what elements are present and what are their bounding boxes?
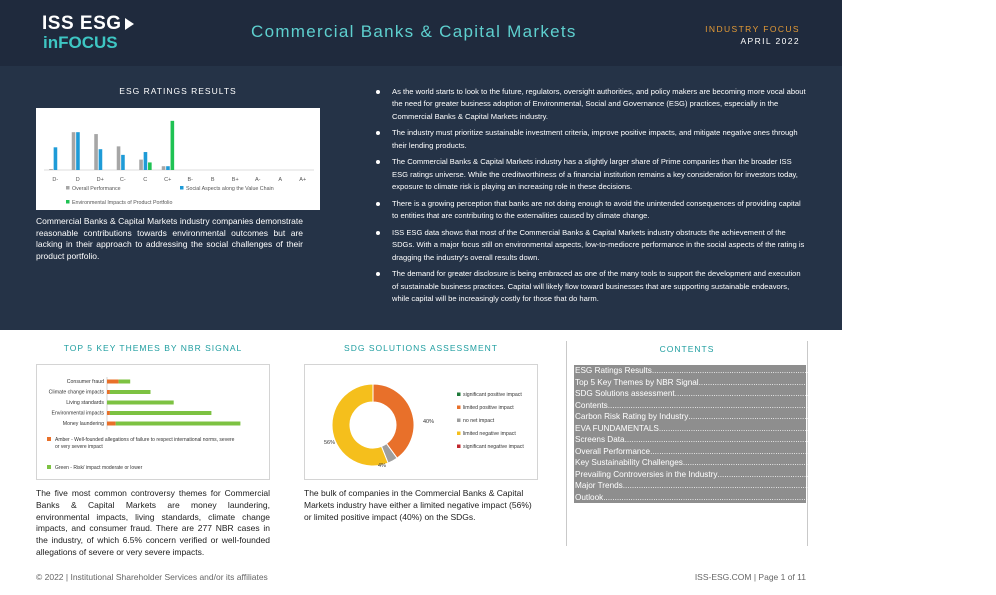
contents-entry[interactable] bbox=[574, 376, 977, 387]
bar-segment bbox=[107, 390, 110, 394]
contents-leader-dots: ........................................................................................................................ bbox=[603, 492, 877, 502]
x-tick-label: D- bbox=[52, 177, 59, 183]
contents-entry-label: Key Sustainability Challenges bbox=[575, 458, 683, 468]
legend-swatch bbox=[457, 432, 461, 436]
contents-entry[interactable] bbox=[574, 468, 995, 479]
page-footer-info: ISS-ESG.COM | Page 1 of 11 bbox=[694, 572, 806, 582]
contents-entry-label: Top 5 Key Themes by NBR Signal bbox=[575, 377, 699, 387]
play-icon bbox=[125, 18, 134, 30]
contents-entry-label: Overall Performance bbox=[575, 446, 651, 456]
contents-entry-page: 10 bbox=[876, 492, 886, 502]
x-tick-label: A- bbox=[255, 177, 261, 183]
contents-entry-page: 4 bbox=[923, 446, 928, 456]
contents-entry-page: 5 bbox=[955, 458, 961, 468]
legend-swatch bbox=[457, 393, 461, 397]
bar bbox=[144, 152, 148, 170]
key-finding: As the world starts to look to the future, regulators, oversight authorities, and policy makers are becoming more vocal about the need for greater business adoption of Environmental, Social and Governance (ESG) practices, especially in the Commercial Banks & Capital Markets industry. bbox=[374, 86, 806, 123]
contents-entry-label: Outlook bbox=[575, 492, 604, 502]
contents-entry-label: Screens Data bbox=[575, 435, 625, 445]
bar bbox=[76, 132, 80, 170]
bar-segment bbox=[107, 401, 174, 405]
bar-segment bbox=[116, 422, 241, 426]
contents-entry-label: Contents bbox=[575, 400, 608, 410]
contents-leader-dots: ........................................................................................................................ bbox=[624, 435, 898, 445]
document-date: APRIL 2022 bbox=[740, 36, 800, 46]
contents-entry-page: 2 bbox=[897, 435, 903, 445]
table-of-contents bbox=[566, 341, 995, 546]
legend-label: Social Aspects along the Value Chain bbox=[186, 186, 274, 192]
contents-entry-page: 9 bbox=[895, 481, 901, 491]
legend-swatch bbox=[180, 186, 184, 190]
contents-entry-page: 1 bbox=[880, 400, 886, 410]
legend-swatch bbox=[457, 419, 461, 423]
contents-leader-dots: ........................................................................................................................ bbox=[658, 423, 932, 433]
contents-entry-page: 1 bbox=[971, 377, 977, 387]
contents-leader-dots: ........................................................................................................................ bbox=[651, 366, 925, 376]
key-finding: The industry must prioritize sustainable investment criteria, improve positive impacts, and mitigate negative ones through their lending products. bbox=[374, 127, 806, 152]
x-tick-label: A bbox=[278, 177, 283, 183]
contents-entry[interactable] bbox=[574, 411, 966, 422]
contents-leader-dots: ........................................................................................................................ bbox=[650, 446, 924, 456]
data-label: 4% bbox=[378, 463, 386, 469]
category-label: Climate change impacts bbox=[48, 389, 104, 396]
copyright-notice: © 2022 | Institutional Shareholder Services and/or its affiliates bbox=[36, 572, 268, 582]
bar-segment bbox=[107, 411, 110, 415]
esg-ratings-title: ESG RATINGS RESULTS bbox=[119, 86, 237, 96]
bar bbox=[166, 166, 170, 170]
category-label: Money laundering bbox=[62, 421, 104, 427]
themes-text: The five most common controversy themes for Commercial Banks & Capital Markets are money laundering, environmental impacts, living standards, climate change impacts, and consumer fraud. There are 277 NBR cases in the industry, of which 6.5% concern verified or well-founded allegations of severe or very severe impacts. bbox=[36, 488, 270, 557]
bar bbox=[49, 169, 53, 170]
legend-swatch bbox=[66, 200, 70, 204]
bar bbox=[117, 146, 121, 170]
bar bbox=[94, 134, 98, 170]
legend-label: Green - Risk/ impact moderate or lower bbox=[55, 465, 143, 471]
contents-leader-dots: ........................................................................................................................ bbox=[688, 412, 962, 422]
x-tick-label: B- bbox=[187, 177, 193, 183]
legend-label: Overall Performance bbox=[72, 186, 121, 192]
bar bbox=[139, 160, 143, 170]
bar-segment bbox=[119, 380, 131, 384]
contents-leader-dots: ........................................................................................................................ bbox=[717, 469, 991, 479]
bar-segment bbox=[110, 390, 151, 394]
key-findings-list bbox=[374, 86, 806, 310]
document-title: Commercial Banks & Capital Markets bbox=[251, 22, 577, 41]
contents-entry-page: 2 bbox=[931, 423, 937, 433]
contents-entry[interactable] bbox=[574, 491, 886, 502]
contents-entry-label: ESG Ratings Results bbox=[575, 366, 652, 376]
contents-entry-label: Major Trends bbox=[575, 481, 623, 491]
sdg-text: The bulk of companies in the Commercial Banks & Capital Markets industry have either a limited negative impact (56%) or limited positive impact (40%) on the SDGs. bbox=[304, 488, 532, 522]
legend-swatch bbox=[457, 445, 461, 449]
contents-title: CONTENTS bbox=[659, 344, 715, 354]
contents-leader-dots: ........................................................................................................................ bbox=[607, 400, 881, 410]
sdg-chart bbox=[304, 364, 538, 480]
legend-swatch bbox=[457, 406, 461, 410]
bar bbox=[99, 149, 103, 170]
contents-entry-label: EVA FUNDAMENTALS bbox=[575, 423, 659, 433]
contents-entry[interactable] bbox=[574, 445, 928, 456]
contents-entry[interactable] bbox=[574, 365, 930, 376]
category-label: Living standards bbox=[66, 400, 104, 406]
logo-wordmark: ISS ESG bbox=[42, 13, 122, 34]
x-tick-label: B+ bbox=[231, 177, 239, 183]
legend-label-continued: or very severe impact bbox=[55, 444, 103, 450]
legend-swatch bbox=[47, 437, 51, 441]
page-header bbox=[0, 0, 842, 66]
summary-section bbox=[0, 66, 842, 330]
sdg-chart-svg bbox=[305, 365, 537, 479]
legend-label: Amber - Well-founded allegations of failure to respect international norms, severe bbox=[55, 437, 235, 443]
x-tick-label: C bbox=[143, 177, 148, 183]
x-tick-label: B bbox=[210, 177, 215, 183]
legend-label: limited negative impact bbox=[463, 431, 516, 437]
contents-entry-page: 1 bbox=[947, 389, 953, 399]
contents-entry-page: 2 bbox=[961, 412, 966, 422]
x-tick-label: A+ bbox=[299, 177, 307, 183]
contents-leader-dots: ........................................................................................................................ bbox=[698, 377, 972, 387]
data-label: 56% bbox=[324, 440, 336, 446]
key-finding: ISS ESG data shows that most of the Commercial Banks & Capital Markets industry obstructs the achievement of the SDGs. With a major focus still on environmental aspects, low-to-mediocre performance in the social aspects of the rating is dragging the industry's overall results down. bbox=[374, 227, 806, 264]
x-tick-label: D bbox=[75, 177, 80, 183]
contents-entry-page: 1 bbox=[924, 366, 930, 376]
legend-label: no net impact bbox=[463, 418, 495, 424]
logo-subtitle: inFOCUS bbox=[43, 33, 118, 52]
themes-chart bbox=[36, 364, 270, 480]
contents-entry[interactable] bbox=[574, 457, 961, 468]
legend-swatch bbox=[47, 465, 51, 469]
contents-entry[interactable] bbox=[574, 399, 886, 410]
bar bbox=[148, 162, 152, 170]
header-meta bbox=[705, 23, 800, 47]
bar-segment bbox=[107, 422, 116, 426]
themes-chart-svg bbox=[37, 365, 269, 479]
legend-label: significant positive impact bbox=[463, 392, 522, 398]
iss-esg-logo bbox=[42, 14, 134, 52]
key-finding: There is a growing perception that banks are not doing enough to avoid the unintended consequences of providing capital to entities that are contributing to the externalities caused by climate change. bbox=[374, 198, 806, 223]
contents-leader-dots: ........................................................................................................................ bbox=[682, 458, 956, 468]
bar bbox=[121, 155, 125, 170]
category-label: Consumer fraud bbox=[66, 379, 104, 385]
category-label: Environmental impacts bbox=[51, 410, 104, 417]
bar bbox=[162, 166, 166, 170]
key-finding: The demand for greater disclosure is being embraced as one of the many tools to support the development and execution of sustainable business practices. Capital will likely flow toward businesses that are supporting sustainable endeavors, while capital will be increasingly costly for those that do harm. bbox=[374, 268, 806, 305]
legend-swatch bbox=[66, 186, 70, 190]
contents-entry-page: 7 bbox=[990, 469, 995, 479]
contents-entry[interactable] bbox=[574, 422, 937, 433]
legend-label: limited positive impact bbox=[463, 405, 514, 411]
contents-entry-label: SDG Solutions assessment bbox=[575, 389, 675, 399]
bar-segment bbox=[110, 411, 211, 415]
themes-title: TOP 5 KEY THEMES BY NBR SIGNAL bbox=[63, 343, 243, 353]
bar bbox=[171, 121, 175, 170]
esg-ratings-chart bbox=[36, 108, 320, 210]
esg-ratings-chart-svg bbox=[36, 108, 320, 210]
esg-ratings-summary: Commercial Banks & Capital Markets industry companies demonstrate reasonable contributions towards environmental outcomes but are lacking in their approach to addressing the social challenges of their product portfolio. bbox=[36, 216, 303, 261]
contents-entry[interactable] bbox=[574, 480, 901, 491]
x-tick-label: D+ bbox=[96, 177, 104, 183]
contents-leader-dots: ........................................................................................................................ bbox=[622, 481, 896, 491]
x-tick-label: C- bbox=[119, 177, 126, 183]
legend-label: Environmental Impacts of Product Portfolio bbox=[72, 200, 173, 206]
contents-entry-label: Carbon Risk Rating by Industry bbox=[575, 412, 689, 422]
bar bbox=[54, 147, 58, 170]
contents-entry[interactable] bbox=[574, 388, 953, 399]
bar bbox=[72, 132, 76, 170]
contents-leader-dots: ........................................................................................................................ bbox=[674, 389, 948, 399]
legend-label: significant negative impact bbox=[463, 444, 524, 450]
bar-segment bbox=[107, 380, 119, 384]
key-finding: The Commercial Banks & Capital Markets industry has a slightly larger share of Prime companies than the broader ISS ESG ratings universe. While the creditworthiness of a financial institution remains a key consideration for investors today, exposure to climate risk is playing an increasing role in these decisions. bbox=[374, 156, 806, 193]
x-tick-label: C+ bbox=[164, 177, 172, 183]
sdg-title: SDG SOLUTIONS ASSESSMENT bbox=[344, 343, 498, 353]
data-label: 40% bbox=[423, 419, 435, 425]
contents-list bbox=[574, 365, 995, 503]
contents-entry-label: Prevailing Controversies in the Industry bbox=[575, 469, 718, 479]
document-category: INDUSTRY FOCUS bbox=[705, 24, 800, 34]
contents-entry[interactable] bbox=[574, 434, 903, 445]
